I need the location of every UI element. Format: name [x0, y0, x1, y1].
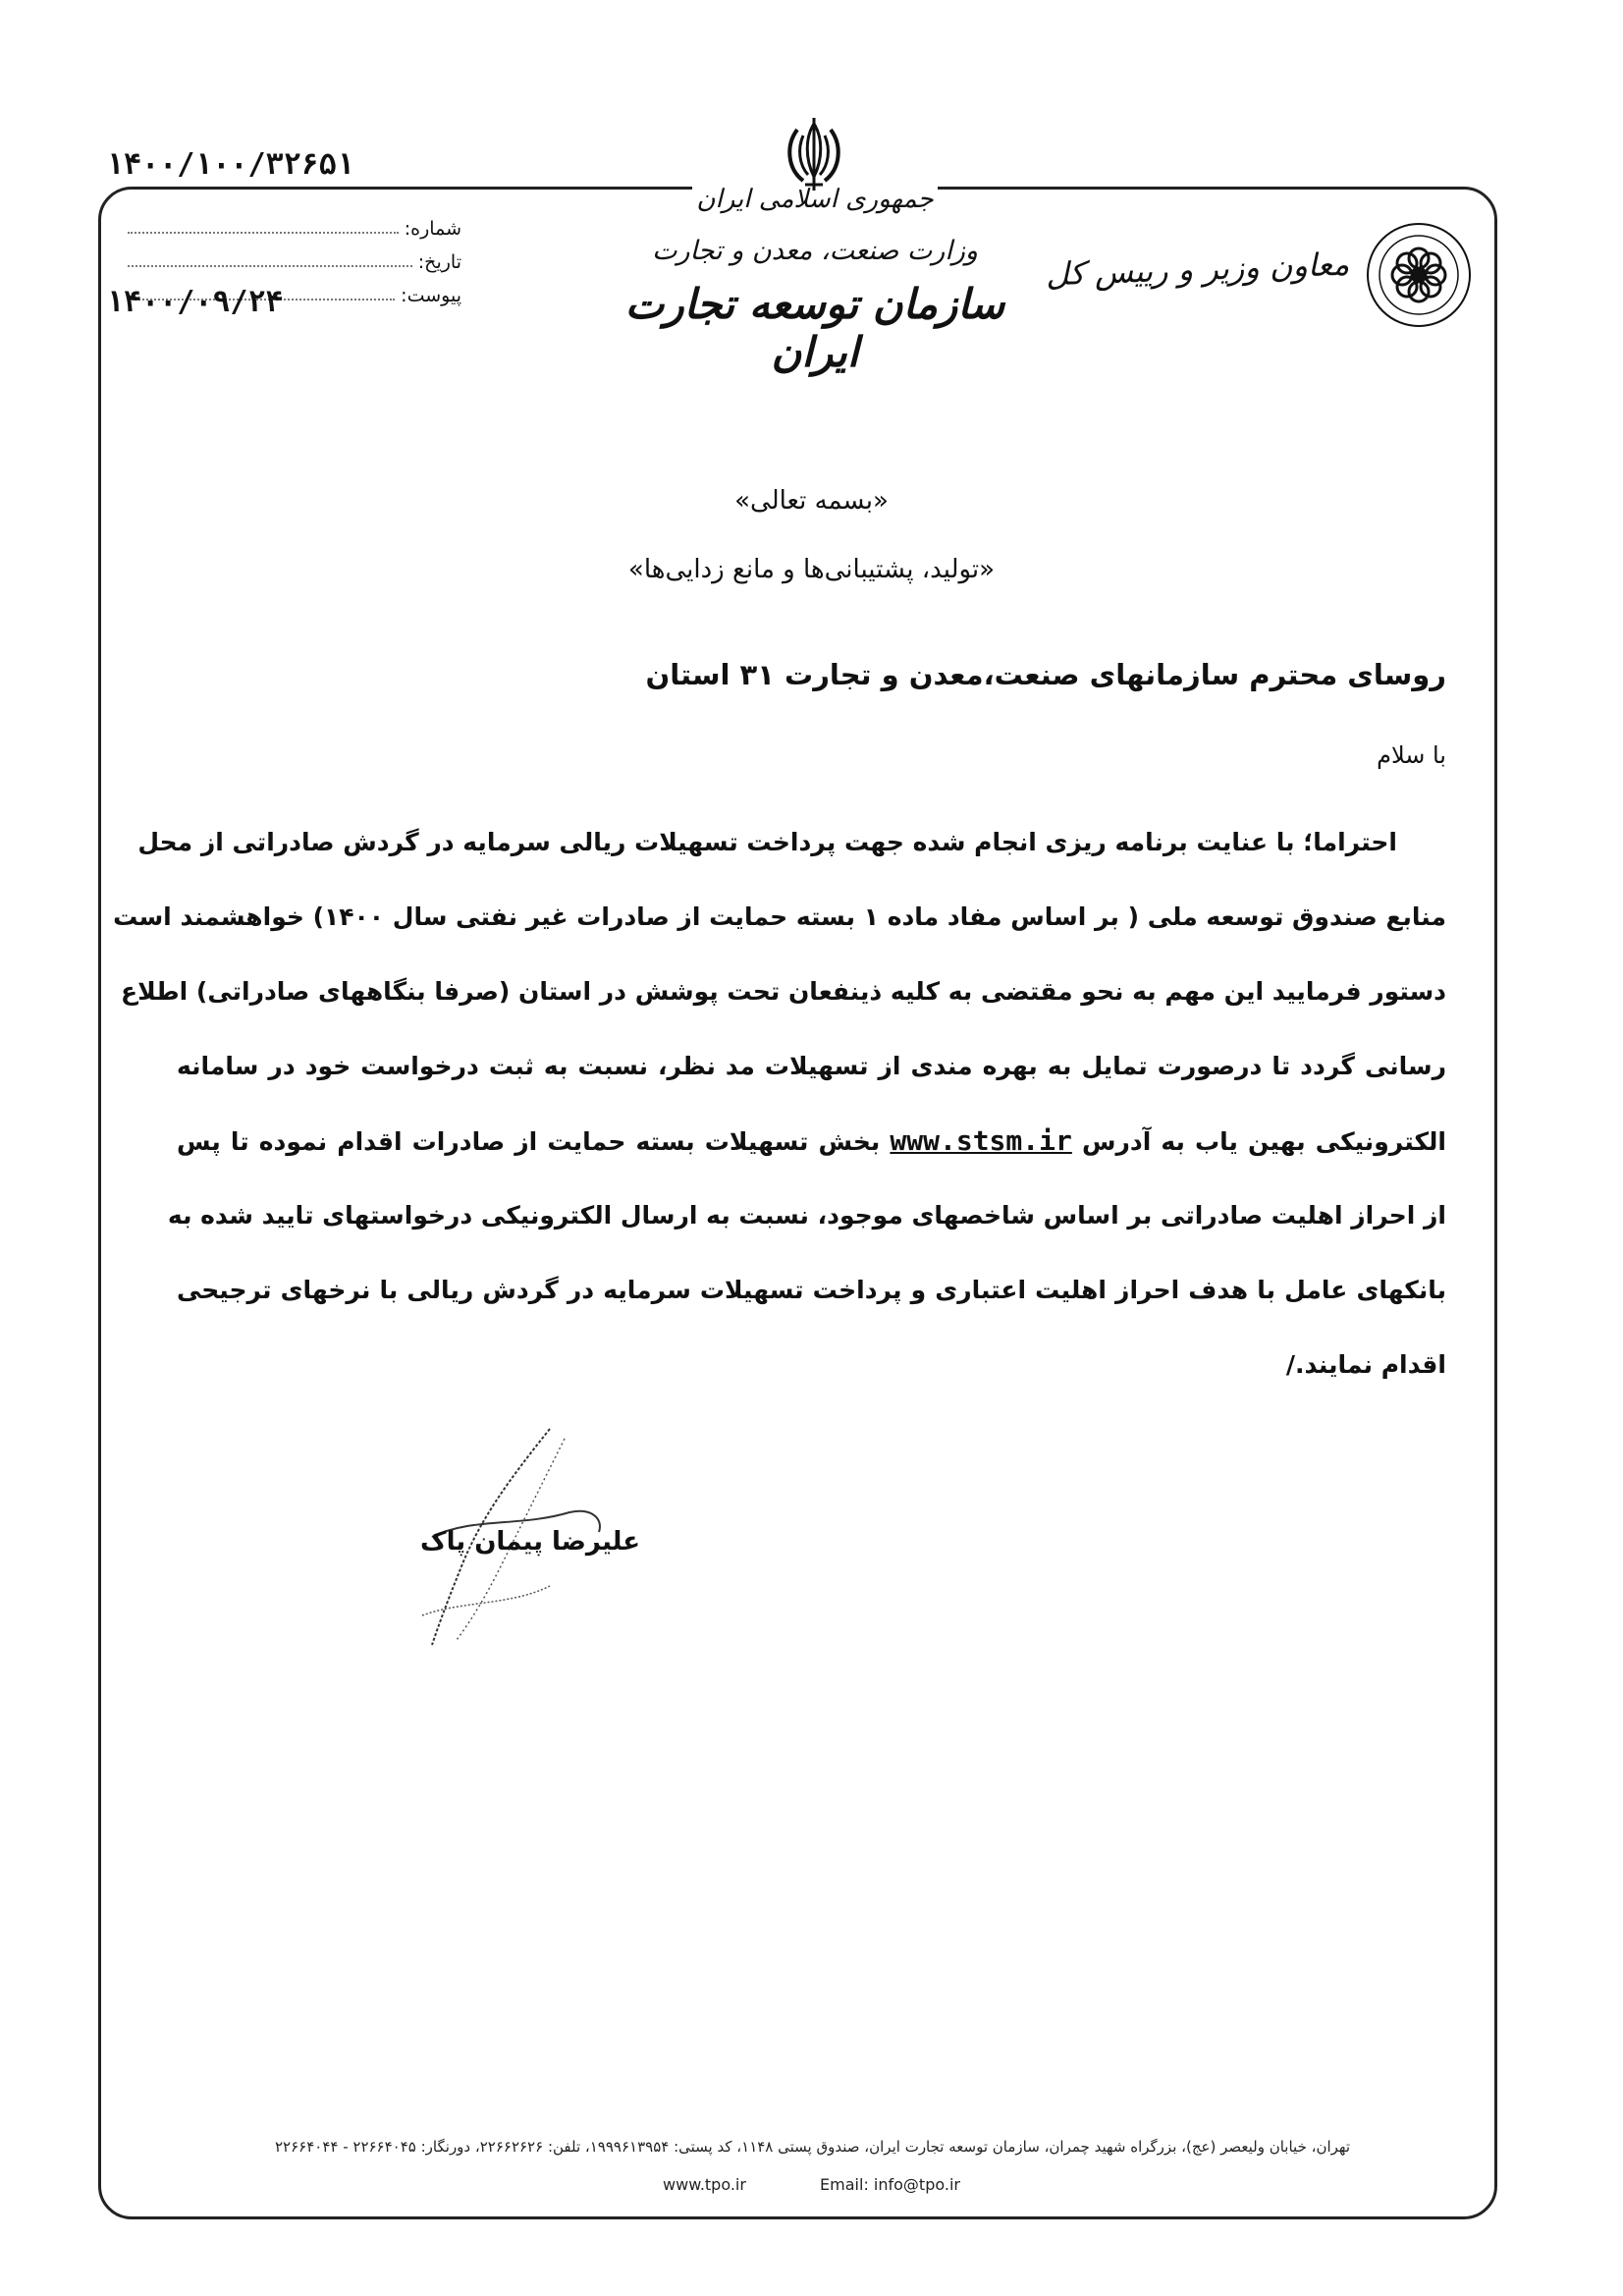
body-line: اقدام نمایند./ [1285, 1350, 1446, 1379]
body-line: دستور فرمایید این مهم به نحو مقتضی به کلیه ذینفعان تحت پوشش در استان (صرفا بنگاههای صادراتی) اطلاع [121, 977, 1446, 1006]
meta-date-row [128, 240, 461, 273]
attachment-label: پیوست: [401, 285, 461, 306]
body-line-part: الکترونیکی بهین یاب به آدرس [1081, 1127, 1446, 1156]
tpo-logo-icon [1365, 221, 1473, 329]
footer-email-link[interactable]: Email: info@tpo.ir [820, 2175, 960, 2194]
body-line: منابع صندوق توسعه ملی ( بر اساس مفاد ماده ۱ بسته حمایت از صادرات غیر نفتی سال ۱۴۰۰) خواهشمند است [113, 902, 1446, 931]
meta-number-row [128, 206, 461, 240]
slogan-heading: «تولید، پشتیبانی‌ها و مانع زدایی‌ها» [627, 555, 996, 584]
date-value: ۱۴۰۰/۰۹/۲۴ [106, 285, 284, 319]
date-label: تاریخ: [417, 251, 461, 273]
footer-website-link[interactable]: www.tpo.ir [663, 2175, 746, 2194]
body-line: احتراما؛ با عنایت برنامه ریزی انجام شده جهت پرداخت تسهیلات ریالی سرمایه در گردش صادراتی از محل [137, 828, 1397, 856]
number-dots [128, 232, 399, 234]
letterhead [609, 179, 1021, 376]
body-line: از احراز اهلیت صادراتی بر اساس شاخصهای موجود، نسبت به ارسال الکترونیکی درخواستهای تایید شده به [167, 1201, 1446, 1230]
ministry-title: وزارت صنعت، معدن و تجارت [652, 236, 978, 266]
letter-body [113, 805, 1446, 1402]
footer-address: تهران، خیابان ولیعصر (عج)، بزرگراه شهید چمران، سازمان توسعه تجارت ایران، صندوق پستی ۱۱۴۸، کد پستی: ۱۹۹۹۶۱۳۹۵۴، تلفن: ۲۲۶۶۲۶۲۶، دورنگار: ۲۲۶۶۴۰۴۵ - ۲۲۶۶۴۰۴۴ [274, 2138, 1350, 2156]
body-line-with-url [177, 1104, 1446, 1178]
footer-contact [0, 2175, 1623, 2194]
stsm-url-link[interactable]: www.stsm.ir [890, 1124, 1072, 1157]
signer-name: علیرضا پیمان پاک [420, 1527, 641, 1557]
recipient-line: روسای محترم سازمانهای صنعت،معدن و تجارت ۳۱ استان [645, 658, 1446, 691]
greeting-line: با سلام [1377, 741, 1446, 769]
bismillah-heading: «بسمه تعالی» [734, 486, 889, 516]
body-line: بانکهای عامل با هدف احراز اهلیت اعتباری و پرداخت تسهیلات سرمایه در گردش ریالی با نرخهای ترجیحی [177, 1276, 1446, 1304]
body-line-part: بخش تسهیلات بسته حمایت از صادرات اقدام نموده تا پس [177, 1127, 881, 1156]
republic-title: جمهوری اسلامی ایران [696, 185, 934, 214]
handwritten-note: معاون وزیر و رییس کل [1045, 245, 1350, 294]
number-label: شماره: [404, 218, 461, 240]
date-dots [128, 265, 412, 267]
body-line: رسانی گردد تا درصورت تمایل به بهره مندی از تسهیلات مد نظر، نسبت به ثبت درخواست خود در سامانه [177, 1052, 1446, 1080]
letter-number: ۱۴۰۰/۱۰۰/۳۲۶۵۱ [106, 147, 354, 182]
organization-title: سازمان توسعه تجارت ایران [624, 280, 1005, 376]
